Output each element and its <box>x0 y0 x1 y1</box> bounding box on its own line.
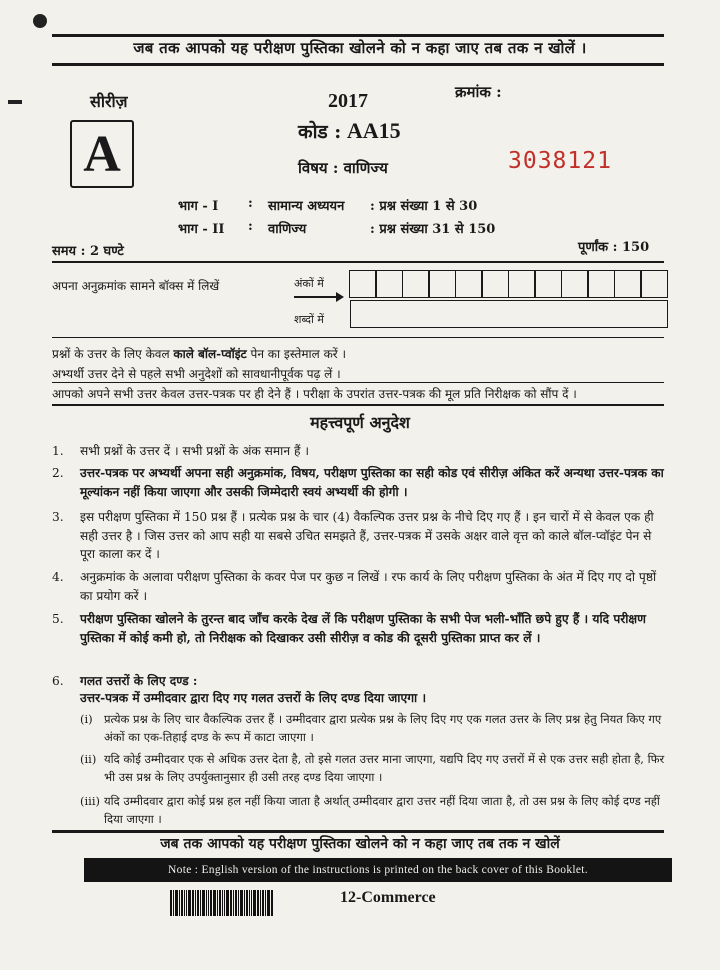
roll-digit-box[interactable] <box>481 270 509 298</box>
note-line: आपको अपने सभी उत्तर केवल उत्तर-पत्रक पर ही देने हैं । परीक्षा के उपरांत उत्तर-पत्रक की मूल प्रति निरीक्षक को सौंप दें । <box>52 387 577 401</box>
penalty-point: (i) प्रत्येक प्रश्न के लिए चार वैकल्पिक उत्तर हैं । उम्मीदवार द्वारा प्रत्येक प्रश्न के लिए दिए गए एक गलत उत्तर के लिए प्रश्न हेतु नियत किए गए अंकों का एक-तिहाई दण्ड के रूप में काटा जाएगा । <box>80 712 662 744</box>
exam-year: 2017 <box>328 90 368 112</box>
part-row <box>178 219 590 237</box>
roll-digit-box[interactable] <box>455 270 483 298</box>
section-rule <box>52 337 664 338</box>
penalty-point: (ii) यदि कोई उम्मीदवार एक से अधिक उत्तर देता है, तो इसे गलत उत्तर माना जाएगा, यद्यपि दिए गए उत्तरों में से एक उत्तर सही होता है, फिर भी उस प्रश्न के लिए उपर्युक्तानुसार ही उसी तरह दण्ड दिया जाएगा । <box>80 752 665 784</box>
instruction-item: 2. उत्तर-पत्रक पर अभ्यर्थी अपना सही अनुक्रमांक, विषय, परीक्षण पुस्तिका का सही कोड एवं सीरीज़ अंकित करें अन्यथा उत्तर-पत्रक का मूल्यांकन नहीं किया जाएगा और उसकी जिम्मेदारी स्वयं अभ्यर्थी की होगी । <box>52 466 664 499</box>
margin-mark <box>8 100 22 104</box>
penalty-point: (iii) यदि उम्मीदवार द्वारा कोई प्रश्न हल नहीं किया जाता है अर्थात् उम्मीदवार द्वारा उत्तर नहीं दिया जाता है, तो उस प्रश्न के लिए कोई दण्ड नहीं दिया जाएगा । <box>80 794 660 826</box>
roll-number-instruction: अपना अनुक्रमांक सामने बॉक्स में लिखें <box>52 279 220 293</box>
part-colon: : <box>248 196 253 211</box>
note-line: प्रश्नों के उत्तर के लिए केवल काले बॉल-प्वॉइंट पेन का इस्तेमाल करें । <box>52 347 347 361</box>
roll-digit-box[interactable] <box>508 270 536 298</box>
section-rule <box>52 261 664 263</box>
top-rule <box>52 34 664 37</box>
part-number: भाग - II <box>178 222 225 237</box>
serial-number: 3038121 <box>508 148 612 174</box>
roll-digit-box[interactable] <box>428 270 456 298</box>
max-marks: पूर्णांक : 150 <box>578 240 650 255</box>
code-value: AA15 <box>346 118 401 143</box>
part-name: सामान्य अध्ययन <box>268 199 345 214</box>
roll-digit-box[interactable] <box>614 270 642 298</box>
roll-digit-box[interactable] <box>349 270 377 298</box>
instruction-item: 5. परीक्षण पुस्तिका खोलने के तुरन्त बाद जाँच करके देख लें कि परीक्षण पुस्तिका के सभी पेज भली-भाँति छपे हुए हैं । यदि परीक्षण पुस्तिका में कोई कमी हो, तो निरीक्षक को दिखाकर उसी सीरीज़ व कोड की दूसरी पुस्तिका प्राप्त कर लें । <box>52 612 646 645</box>
roll-digit-box[interactable] <box>375 270 403 298</box>
series-letter-box <box>70 120 134 188</box>
serial-label: क्रमांक : <box>455 83 502 101</box>
english-note-banner <box>84 858 672 882</box>
roll-digit-box[interactable] <box>534 270 562 298</box>
booklet-code <box>298 118 401 144</box>
code-label: कोड : <box>298 121 342 143</box>
roll-digit-box[interactable] <box>402 270 430 298</box>
bottom-warning: जब तक आपको यह परीक्षण पुस्तिका खोलने को न कहा जाए तब तक न खोलें <box>160 836 560 852</box>
exam-time: समय : 2 घण्टे <box>52 244 124 259</box>
subject: विषय : वाणिज्य <box>298 159 388 177</box>
english-note: Note : English version of the instructions is printed on the back cover of this Booklet. <box>168 864 588 876</box>
part-range: : प्रश्न संख्या 31 से 150 <box>370 222 496 237</box>
bottom-rule <box>52 830 664 833</box>
in-digits-label: अंकों में <box>294 277 324 290</box>
instruction-item: 3. इस परीक्षण पुस्तिका में 150 प्रश्न हैं । प्रत्येक प्रश्न के चार (4) वैकल्पिक उत्तर प्रश्न के नीचे दिए गए हैं । इन चारों में से केवल एक ही सही उत्तर है । जिस उत्तर को आप सही या सबसे उचित समझते हैं, उत्तर-पत्रक में उसके अक्षर वाले वृत्त को काले बॉल-प्वॉइंट पेन से पूरा काला कर दें । <box>52 510 654 561</box>
instruction-item: 6. गलत उत्तरों के लिए दण्ड : <box>52 674 198 688</box>
roll-digit-box[interactable] <box>587 270 615 298</box>
part-colon: : <box>248 219 253 234</box>
top-warning: जब तक आपको यह परीक्षण पुस्तिका खोलने को न कहा जाए तब तक न खोलें । <box>133 39 587 57</box>
note-line: अभ्यर्थी उत्तर देने से पहले सभी अनुदेशों को सावधानीपूर्वक पढ़ लें । <box>52 367 341 381</box>
part-name: वाणिज्य <box>268 222 307 237</box>
barcode <box>170 890 330 916</box>
part-row <box>178 196 590 214</box>
top-rule-2 <box>52 63 664 66</box>
instruction-item: 4. अनुक्रमांक के अलावा परीक्षण पुस्तिका के कवर पेज पर कुछ न लिखें । रफ कार्य के लिए परीक्षण पुस्तिका के अंत में दिए गए दो पृष्ठों का प्रयोग करें । <box>52 570 657 603</box>
arrow-head-icon <box>336 292 344 302</box>
series-label: सीरीज़ <box>90 92 128 111</box>
in-words-label: शब्दों में <box>294 313 324 326</box>
series-letter: A <box>83 125 121 183</box>
roll-digit-box[interactable] <box>561 270 589 298</box>
section-rule <box>52 382 664 383</box>
roll-digit-box[interactable] <box>640 270 668 298</box>
roll-digit-boxes[interactable] <box>350 270 668 298</box>
roll-words-box[interactable] <box>350 300 668 328</box>
instruction-item: 1. सभी प्रश्नों के उत्तर दें । सभी प्रश्नों के अंक समान हैं । <box>52 444 309 458</box>
punch-hole <box>33 14 47 28</box>
penalty-intro: उत्तर-पत्रक में उम्मीदवार द्वारा दिए गए गलत उत्तरों के लिए दण्ड दिया जाएगा । <box>80 691 427 705</box>
part-range: : प्रश्न संख्या 1 से 30 <box>370 199 478 214</box>
part-number: भाग - I <box>178 199 219 214</box>
arrow-right-icon <box>294 296 340 298</box>
instructions-heading: महत्त्वपूर्ण अनुदेश <box>310 413 410 432</box>
paper-code: 12-Commerce <box>340 889 436 906</box>
section-rule <box>52 404 664 406</box>
